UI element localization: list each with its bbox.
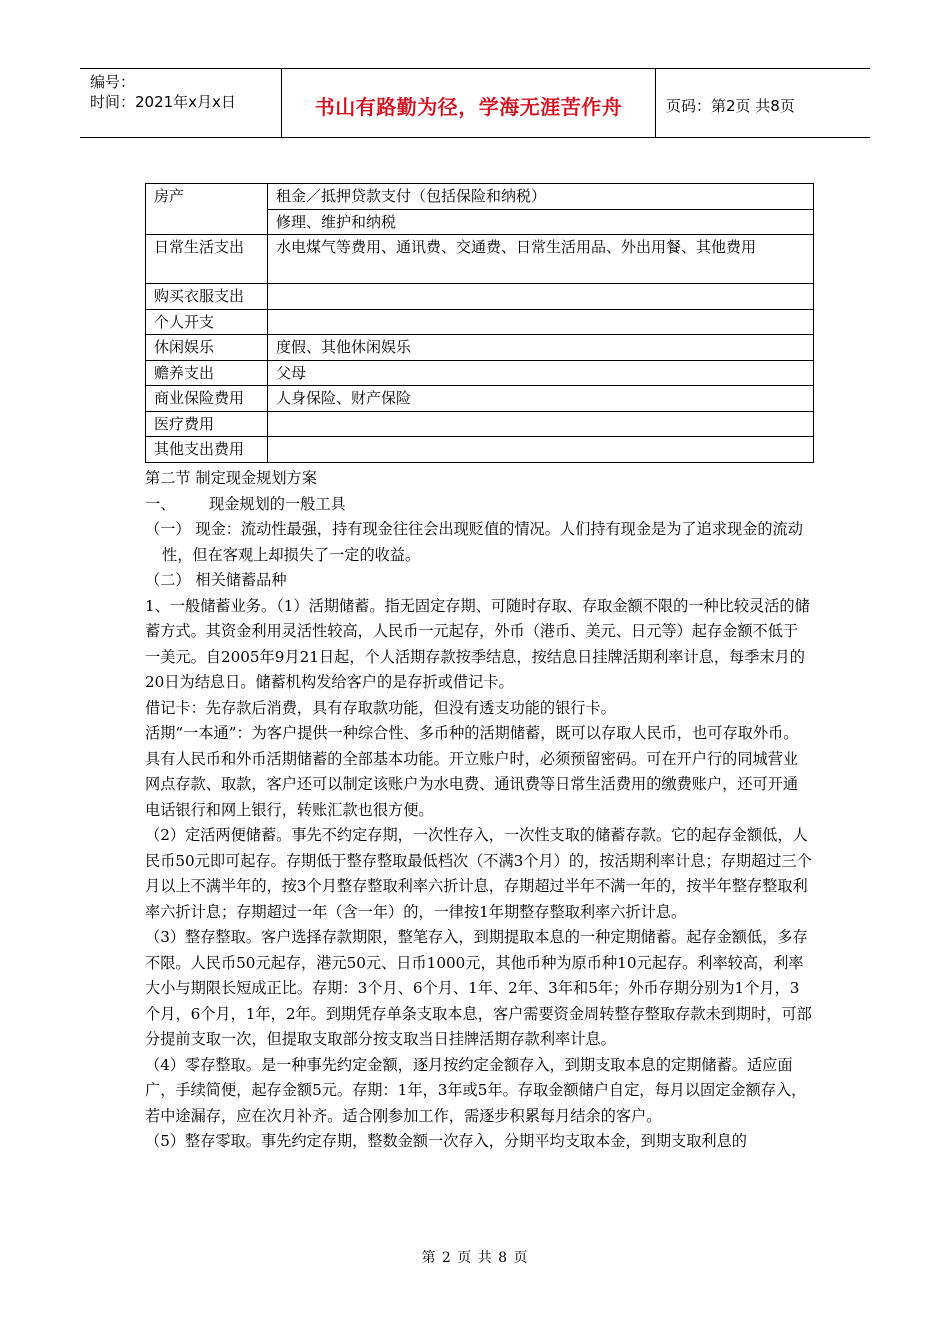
table-cell-category: 商业保险费用	[146, 386, 268, 412]
table-cell-item: 父母	[268, 360, 814, 386]
table-cell-item: 修理、维护和纳税	[268, 209, 814, 235]
table-row	[146, 335, 814, 361]
table-cell-category: 购买衣服支出	[146, 284, 268, 310]
heading-1	[145, 492, 813, 518]
table-cell-category: 休闲娱乐	[146, 335, 268, 361]
table-cell-category: 个人开支	[146, 309, 268, 335]
expense-table	[145, 183, 814, 463]
table-row	[146, 360, 814, 386]
paragraph: （2）定活两便储蓄。事先不约定存期，一次性存入，一次性支取的储蓄存款。它的起存金额低，人民币50元即可起存。存期低于整存整取最低档次（不满3个月）的，按活期利率计息；存期超过三个月以上不满半年的，按3个月整存整取利率六折计息，存期超过半年不满一年的，按半年整存整取利率六折计息；存期超过一年（含一年）的，一律按1年期整存整取利率六折计息。	[145, 826, 812, 921]
table-cell-item: 人身保险、财产保险	[268, 386, 814, 412]
paragraph-savings-title: （二） 相关储蓄品种	[145, 571, 287, 589]
table-cell-category: 赡养支出	[146, 360, 268, 386]
heading-1-number: 一、	[145, 494, 176, 513]
table-cell-item: 租金／抵押贷款支付（包括保险和纳税）	[268, 184, 814, 210]
time-label: 时间：2021年x月x日	[90, 93, 236, 111]
number-label: 编号：	[90, 73, 136, 91]
table-cell-item	[268, 284, 814, 310]
header-meta-cell	[80, 69, 282, 137]
page-header	[80, 68, 870, 138]
table-cell-item	[268, 411, 814, 437]
paragraph: 1、一般储蓄业务。（1）活期储蓄。指无固定存期、可随时存取、存取金额不限的一种比较灵活的储蓄方式。其资金利用灵活性较高，人民币一元起存，外币（港币、美元、日元等）起存金额不低于一美元。自2005年9月21日起，个人活期存款按季结息，按结息日挂牌活期利率计息，每季末月的20日为结息日。储蓄机构发给客户的是存折或借记卡。	[145, 596, 810, 691]
paragraph: 借记卡：先存款后消费，具有存取款功能，但没有透支功能的银行卡。	[145, 698, 616, 717]
header-motto-cell	[282, 69, 656, 137]
table-cell-category: 其他支出费用	[146, 437, 268, 463]
table-cell-item	[268, 309, 814, 335]
section-title: 第二节 制定现金规划方案	[145, 469, 317, 487]
heading-1-text: 现金规划的一般工具	[209, 494, 346, 513]
paragraph: （4）零存整取。是一种事先约定金额，逐月按约定金额存入，到期支取本息的定期储蓄。适应面广，手续简便，起存金额5元。存期：1年，3年或5年。存取金额储户自定，每月以固定金额存入，若中途漏存，应在次月补齐。适合刚参加工作，需逐步积累每月结余的客户。	[145, 1055, 807, 1125]
table-row	[146, 309, 814, 335]
paragraph: 活期“一本通”：为客户提供一种综合性、多币种的活期储蓄，既可以存取人民币，也可存取外币。具有人民币和外币活期储蓄的全部基本功能。开立账户时，必须预留密码。可在开户行的同城营业网点存款、取款，客户还可以制定该账户为水电费、通讯费等日常生活费用的缴费账户，还可开通电话银行和网上银行，转账汇款也很方便。	[145, 724, 799, 819]
motto: 书山有路勤为径，学海无涯苦作舟	[314, 95, 623, 119]
table-cell-item: 水电煤气等费用、通讯费、交通费、日常生活用品、外出用餐、其他费用	[268, 235, 814, 284]
paragraph: （5）整存零取。事先约定存期，整数金额一次存入，分期平均支取本金，到期支取利息的	[145, 1132, 747, 1150]
table-row	[146, 284, 814, 310]
body-text	[145, 466, 813, 1155]
page-footer: 第 2 页 共 8 页	[421, 1250, 529, 1266]
page-label: 页码：第2页 共8页	[666, 97, 795, 115]
table-cell-category: 医疗费用	[146, 411, 268, 437]
table-row	[146, 411, 814, 437]
header-page-cell	[656, 69, 870, 137]
table-cell-category: 日常生活支出	[146, 235, 268, 284]
paragraph-cash: （一） 现金：流动性最强，持有现金往往会出现贬值的情况。人们持有现金是为了追求现金的流动性，但在客观上却损失了一定的收益。	[145, 520, 803, 564]
table-row	[146, 235, 814, 284]
table-row	[146, 437, 814, 463]
table-row	[146, 184, 814, 210]
table-row	[146, 386, 814, 412]
table-cell-item	[268, 437, 814, 463]
table-cell-item: 度假、其他休闲娱乐	[268, 335, 814, 361]
table-cell-category: 房产	[146, 184, 268, 235]
paragraph: （3）整存整取。客户选择存款期限，整笔存入，到期提取本息的一种定期储蓄。起存金额低，多存不限。人民币50元起存，港元50元、日币1000元，其他币种为原币种10元起存。利率较高，利率大小与期限长短成正比。存期：3个月、6个月、1年、2年、3年和5年；外币存期分别为1个月，3个月，6个月，1年，2年。到期凭存单条支取本息，客户需要资金周转整存整取存款未到期时，可部分提前支取一次，但提取支取部分按支取当日挂牌活期存款利率计息。	[145, 928, 812, 1048]
